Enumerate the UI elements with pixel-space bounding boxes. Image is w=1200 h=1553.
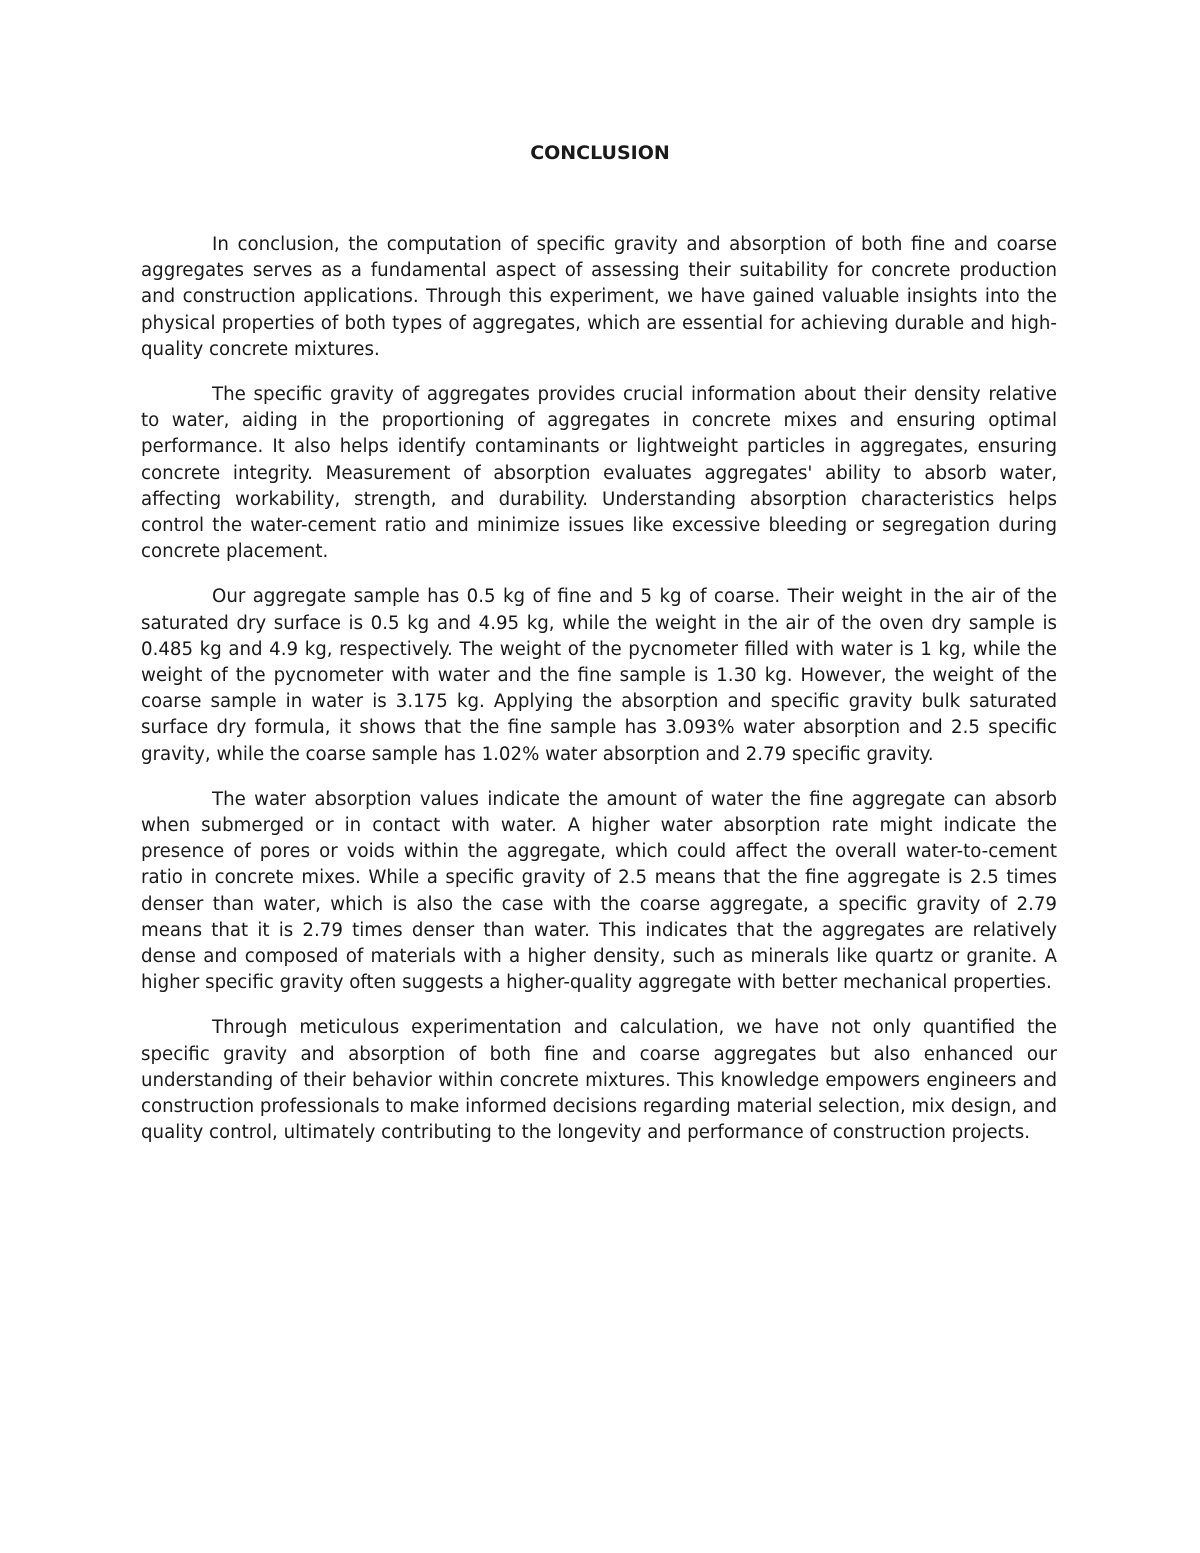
paragraph-sample-results: Our aggregate sample has 0.5 kg of fine and 5 kg of coarse. Their weight in the air of the saturated dry surface is 0.5 kg and 4.95 kg, while the weight in the air of the oven dry sample is 0.485 kg and 4.9 kg, respectively. The weight of the pycnometer filled with water is 1 kg, while the weight of the pycnometer with water and the fine sample is 1.30 kg. However, the weight of the coarse sample in water is 3.175 kg. Applying the absorption and specific gravity bulk saturated surface dry formula, it shows that the fine sample has 3.093% water absorption and 2.5 specific gravity, while the coarse sample has 1.02% water absorption and 2.79 specific gravity. [141, 586, 1057, 765]
paragraph-interpretation: The water absorption values indicate the amount of water the fine aggregate can absorb when submerged or in contact with water. A higher water absorption rate might indicate the presence of pores or voids within the aggregate, which could affect the overall water-to-cement ratio in concrete mixes. While a specific gravity of 2.5 means that the fine aggregate is 2.5 times denser than water, which is also the case with the coarse aggregate, a specific gravity of 2.79 means that it is 2.79 times denser than water. This indicates that the aggregates are relatively dense and composed of materials with a higher density, such as minerals like quartz or granite. A higher specific gravity often suggests a higher-quality aggregate with better mechanical properties. [141, 788, 1057, 994]
document-body [141, 232, 1057, 1166]
paragraph-specific-gravity: The specific gravity of aggregates provides crucial information about their density relative to water, aiding in the proportioning of aggregates in concrete mixes and ensuring optimal performance. It also helps identify contaminants or lightweight particles in aggregates, ensuring concrete integrity. Measurement of absorption evaluates aggregates' ability to absorb water, affecting workability, strength, and durability. Understanding absorption characteristics helps control the water-cement ratio and minimize issues like excessive bleeding or segregation during concrete placement. [141, 384, 1057, 563]
paragraph-intro: In conclusion, the computation of specific gravity and absorption of both fine and coarse aggregates serves as a fundamental aspect of assessing their suitability for concrete production and construction applications. Through this experiment, we have gained valuable insights into the physical properties of both types of aggregates, which are essential for achieving durable and high-quality concrete mixtures. [141, 234, 1057, 360]
page-title: CONCLUSION [530, 142, 670, 164]
paragraph-closing: Through meticulous experimentation and calculation, we have not only quantified the specific gravity and absorption of both fine and coarse aggregates but also enhanced our understanding of their behavior within concrete mixtures. This knowledge empowers engineers and construction professionals to make informed decisions regarding material selection, mix design, and quality control, ultimately contributing to the longevity and performance of construction projects. [141, 1017, 1057, 1144]
